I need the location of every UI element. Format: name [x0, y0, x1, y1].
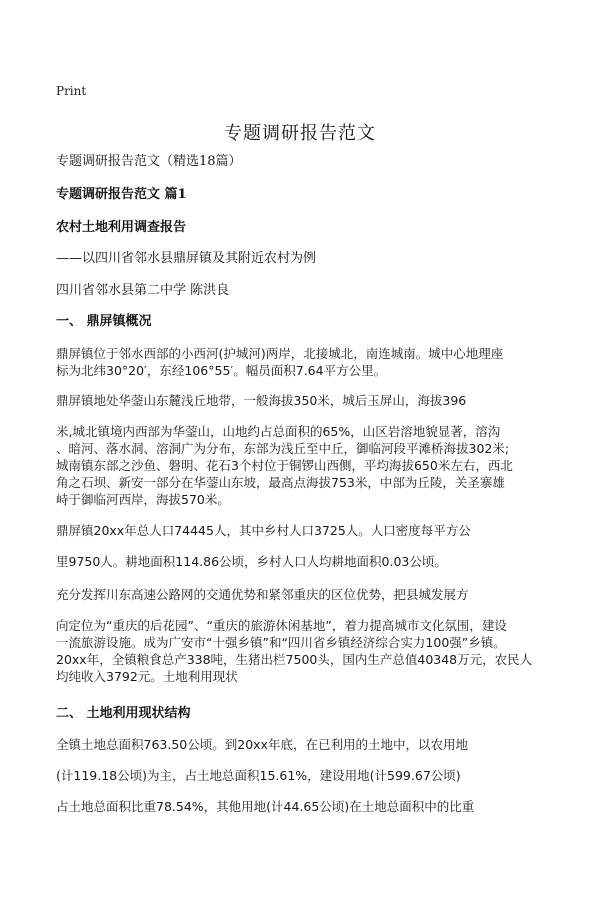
section-heading-land-use: 二、 土地利用现状结构: [56, 706, 191, 721]
paragraph-line: 鼎屏镇地处华蓥山东麓浅丘地带，一般海拔350米，城后玉屏山，海拔396: [56, 393, 467, 408]
paragraph-line: 城南镇东部之沙鱼、磐明、花石3个村位于铜锣山西侧，平均海拔650米左右，西北: [56, 458, 513, 473]
paragraph-line: 标为北纬30°20′，东经106°55′。幅员面积7.64平方公里。: [56, 363, 387, 378]
paragraph-line: 均纯收入3792元。土地利用现状: [56, 669, 238, 684]
document-subtitle: 专题调研报告范文（精选18篇）: [56, 154, 242, 169]
paragraph-location: [56, 345, 548, 379]
paragraph-other-land: [56, 798, 548, 815]
paragraph-farmland: [56, 767, 548, 784]
paragraph-line: 充分发挥川东高速公路网的交通优势和紧邻重庆的区位优势，把县城发展方: [56, 587, 469, 602]
report-title: 农村土地利用调查报告: [56, 220, 187, 235]
paragraph-line: 一流旅游设施。成为广安市“十强乡镇”和“四川省乡镇经济综合实力100强”乡镇。: [56, 635, 506, 650]
paragraph-line: 米,城北镇境内西部为华蓥山，山地约占总面积的65%，山区岩溶地貌显著，溶沟: [56, 424, 501, 439]
paragraph-line: 20xx年，全镇粮食总产338吨，生猪出栏7500头，国内生产总值40348万元，农民人: [56, 652, 533, 667]
paragraph-line: 占土地总面积比重78.54%，其他用地(计44.65公顷)在土地总面积中的比重: [56, 799, 475, 814]
paragraph-positioning: [56, 617, 548, 685]
paragraph-line: 向定位为“重庆的后花园”、“重庆的旅游休闲基地”，着力提高城市文化氛围，建设: [56, 618, 507, 633]
paragraph-density: [56, 553, 548, 570]
report-subtitle: ——以四川省邻水县鼎屏镇及其附近农村为例: [56, 251, 317, 266]
section-heading-overview: 一、 鼎屏镇概况: [56, 314, 152, 329]
paragraph-line: 全镇土地总面积763.50公顷。到20xx年底，在已利用的土地中，以农用地: [56, 737, 468, 752]
print-link[interactable]: Print: [56, 84, 87, 98]
author-line: 四川省邻水县第二中学 陈洪良: [56, 283, 230, 298]
paragraph-geography: [56, 423, 548, 508]
paragraph-line: 鼎屏镇位于邻水西部的小西河(护城河)两岸，北接城北，南连城南。城中心地理座: [56, 346, 504, 361]
paragraph-line: (计119.18公顷)为主，占土地总面积15.61%，建设用地(计599.67公顷): [56, 768, 461, 783]
paragraph-population: [56, 522, 548, 539]
paragraph-line: 角之石坝、新安一部分在华蓥山东坡，最高点海拔753米，中部为丘陵，关圣寨雄: [56, 475, 505, 490]
paragraph-terrain: [56, 392, 548, 409]
page-title: 专题调研报告范文: [224, 123, 376, 144]
paragraph-advantage: [56, 586, 548, 603]
paragraph-land-area: [56, 736, 548, 753]
article-heading: 专题调研报告范文 篇1: [56, 187, 187, 202]
paragraph-line: 峙于御临河西岸，海拔570米。: [56, 492, 230, 507]
paragraph-line: 、暗河、落水洞、溶洞广为分布，东部为浅丘至中丘，御临河段平滩桥海拔302米;: [56, 441, 510, 456]
paragraph-line: 里9750人。耕地面积114.86公顷，乡村人口人均耕地面积0.03公顷。: [56, 554, 447, 569]
paragraph-line: 鼎屏镇20xx年总人口74445人，其中乡村人口3725人。人口密度每平方公: [56, 523, 471, 538]
